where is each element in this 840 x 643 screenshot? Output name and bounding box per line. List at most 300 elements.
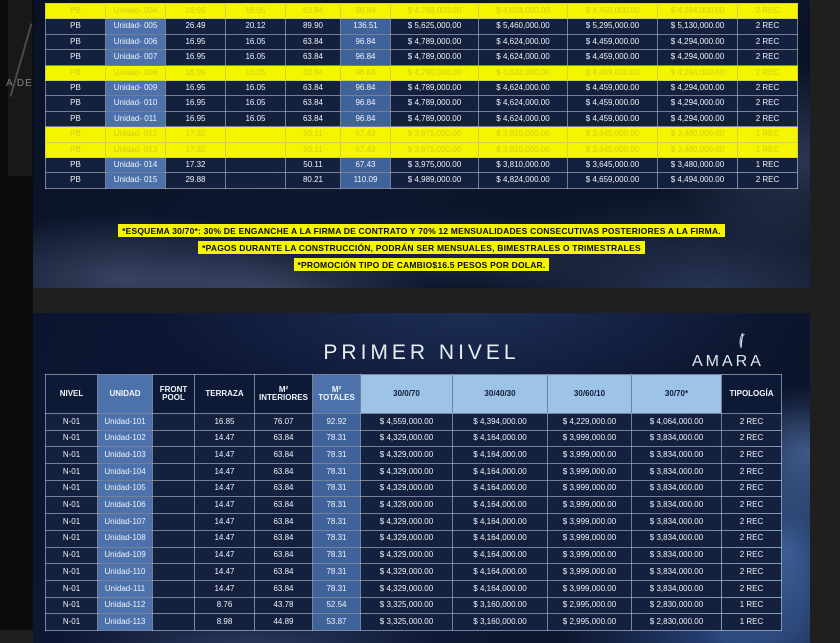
cell-price-30-0-70: $ 4,329,000.00 <box>361 480 453 497</box>
cell-terraza: 16.05 <box>226 65 286 80</box>
cell-price-30-0-70: $ 3,975,000.00 <box>391 127 479 142</box>
cell-unidad: Unidad- 015 <box>106 173 166 188</box>
cell-m2-totales: 92.92 <box>313 414 361 431</box>
cell-price-30-70: $ 3,480,000.00 <box>658 127 738 142</box>
cell-price-30-40-30: $ 4,164,000.00 <box>453 497 548 514</box>
cell-price-30-70: $ 3,834,000.00 <box>632 547 722 564</box>
table-row <box>46 414 782 431</box>
cell-price-30-40-30: $ 4,164,000.00 <box>453 564 548 581</box>
cell-price-30-60-10: $ 3,999,000.00 <box>548 497 632 514</box>
cell-m2-totales: 78.31 <box>313 497 361 514</box>
cell-unidad: Unidad- 011 <box>106 111 166 126</box>
cell-unidad: Unidad-110 <box>98 564 153 581</box>
cell-unidad: Unidad- 007 <box>106 50 166 65</box>
cell-unidad: Unidad- 008 <box>106 65 166 80</box>
cell-m2-interiores: 63.84 <box>286 4 341 19</box>
table-row <box>46 96 798 111</box>
cell-price-30-60-10: $ 4,459,000.00 <box>568 65 658 80</box>
cell-terraza: 16.05 <box>226 4 286 19</box>
cell-unidad: Unidad- 012 <box>106 127 166 142</box>
cell-price-30-0-70: $ 4,329,000.00 <box>361 547 453 564</box>
cell-unidad: Unidad-107 <box>98 514 153 531</box>
cell-price-30-60-10: $ 4,459,000.00 <box>568 50 658 65</box>
table-row <box>46 547 782 564</box>
slide-planta-baja <box>33 0 810 288</box>
col-header-m2-interiores: M² INTERIORES <box>255 375 313 414</box>
cell-m2-interiores: 63.84 <box>255 480 313 497</box>
cell-unidad: Unidad-111 <box>98 580 153 597</box>
cell-m2-totales: 67.43 <box>341 157 391 172</box>
cell-price-30-0-70: $ 4,329,000.00 <box>361 447 453 464</box>
cell-unidad: Unidad- 010 <box>106 96 166 111</box>
cell-tipologia: 2 REC <box>722 414 782 431</box>
table-row <box>46 80 798 95</box>
cell-terraza: 14.47 <box>195 464 255 481</box>
table-row <box>46 157 798 172</box>
table-row <box>46 597 782 614</box>
cell-m2-totales: 78.31 <box>313 580 361 597</box>
cell-price-30-60-10: $ 3,645,000.00 <box>568 127 658 142</box>
cell-tipologia: 2 REC <box>738 34 798 49</box>
cell-m2-interiores: 63.84 <box>255 564 313 581</box>
cell-price-30-70: $ 3,834,000.00 <box>632 580 722 597</box>
cell-tipologia: 2 REC <box>738 4 798 19</box>
cell-price-30-60-10: $ 3,999,000.00 <box>548 430 632 447</box>
cell-price-30-40-30: $ 4,164,000.00 <box>453 480 548 497</box>
cell-tipologia: 2 REC <box>738 65 798 80</box>
cell-m2-interiores: 63.84 <box>255 580 313 597</box>
table-row <box>46 514 782 531</box>
cell-front-pool <box>153 464 195 481</box>
cell-front-pool <box>153 547 195 564</box>
cell-price-30-40-30: $ 5,460,000.00 <box>479 19 568 34</box>
cell-price-30-60-10: $ 5,295,000.00 <box>568 19 658 34</box>
table-row <box>46 173 798 188</box>
cell-m2-totales: 96.84 <box>341 34 391 49</box>
cell-terraza <box>226 142 286 157</box>
cell-price-30-70: $ 2,830,000.00 <box>632 614 722 631</box>
cell-m2-totales: 110.09 <box>341 173 391 188</box>
cell-m2-interiores: 76.07 <box>255 414 313 431</box>
cell-unidad: Unidad-105 <box>98 480 153 497</box>
cell-price-30-40-30: $ 4,164,000.00 <box>453 464 548 481</box>
table-row <box>46 34 798 49</box>
cell-m2-interiores: 50.11 <box>286 127 341 142</box>
col-header-tipologia: TIPOLOGÍA <box>722 375 782 414</box>
cell-price-30-60-10: $ 3,999,000.00 <box>548 530 632 547</box>
cell-front-pool: 16.95 <box>166 50 226 65</box>
cell-price-30-40-30: $ 4,624,000.00 <box>479 96 568 111</box>
cell-nivel: PB <box>46 157 106 172</box>
cell-m2-interiores: 63.84 <box>286 65 341 80</box>
cell-tipologia: 2 REC <box>722 580 782 597</box>
cell-tipologia: 2 REC <box>738 19 798 34</box>
cell-terraza: 14.47 <box>195 580 255 597</box>
cell-m2-totales: 96.84 <box>341 50 391 65</box>
cell-m2-totales: 96.84 <box>341 111 391 126</box>
cell-tipologia: 2 REC <box>738 96 798 111</box>
cell-m2-interiores: 63.84 <box>255 547 313 564</box>
cell-price-30-60-10: $ 4,459,000.00 <box>568 4 658 19</box>
cell-front-pool <box>153 530 195 547</box>
cell-price-30-70: $ 3,834,000.00 <box>632 464 722 481</box>
cell-price-30-0-70: $ 4,789,000.00 <box>391 111 479 126</box>
cell-nivel: N-01 <box>46 597 98 614</box>
cell-m2-interiores: 63.84 <box>255 447 313 464</box>
cell-terraza: 16.05 <box>226 80 286 95</box>
cell-tipologia: 2 REC <box>722 430 782 447</box>
cell-tipologia: 2 REC <box>738 173 798 188</box>
cell-front-pool <box>153 580 195 597</box>
col-header-price-30-40-30: 30/40/30 <box>453 375 548 414</box>
cell-price-30-60-10: $ 3,999,000.00 <box>548 547 632 564</box>
cell-price-30-40-30: $ 4,164,000.00 <box>453 530 548 547</box>
cell-terraza: 8.76 <box>195 597 255 614</box>
cell-m2-interiores: 63.84 <box>255 530 313 547</box>
table-row <box>46 464 782 481</box>
cell-nivel: PB <box>46 50 106 65</box>
cell-price-30-0-70: $ 4,789,000.00 <box>391 96 479 111</box>
cell-price-30-60-10: $ 3,999,000.00 <box>548 447 632 464</box>
cell-front-pool: 17.32 <box>166 142 226 157</box>
cell-price-30-60-10: $ 3,999,000.00 <box>548 480 632 497</box>
cell-front-pool: 16.95 <box>166 96 226 111</box>
cell-terraza: 8.98 <box>195 614 255 631</box>
note-promocion-tipo-cambio: *PROMOCIÓN TIPO DE CAMBIO$16.5 PESOS POR DOLAR. <box>294 258 550 271</box>
cell-front-pool: 16.95 <box>166 4 226 19</box>
cell-m2-totales: 96.84 <box>341 96 391 111</box>
cell-price-30-0-70: $ 4,329,000.00 <box>361 564 453 581</box>
cell-tipologia: 1 REC <box>738 142 798 157</box>
cell-tipologia: 2 REC <box>722 464 782 481</box>
cell-unidad: Unidad-109 <box>98 547 153 564</box>
cell-m2-interiores: 63.84 <box>286 50 341 65</box>
cell-price-30-0-70: $ 4,329,000.00 <box>361 580 453 597</box>
cell-front-pool <box>153 614 195 631</box>
cell-nivel: N-01 <box>46 530 98 547</box>
cell-unidad: Unidad-102 <box>98 430 153 447</box>
cell-unidad: Unidad- 005 <box>106 19 166 34</box>
cell-terraza: 16.05 <box>226 50 286 65</box>
cell-tipologia: 2 REC <box>722 480 782 497</box>
cell-unidad: Unidad- 014 <box>106 157 166 172</box>
cell-price-30-40-30: $ 3,160,000.00 <box>453 597 548 614</box>
slide-primer-nivel <box>33 313 810 643</box>
cell-m2-totales: 67.43 <box>341 127 391 142</box>
cell-price-30-70: $ 3,834,000.00 <box>632 480 722 497</box>
cell-price-30-0-70: $ 3,325,000.00 <box>361 614 453 631</box>
cell-price-30-40-30: $ 4,394,000.00 <box>453 414 548 431</box>
cell-tipologia: 2 REC <box>722 530 782 547</box>
cell-price-30-60-10: $ 2,995,000.00 <box>548 614 632 631</box>
col-header-terraza: TERRAZA <box>195 375 255 414</box>
cell-nivel: N-01 <box>46 580 98 597</box>
cell-price-30-0-70: $ 4,329,000.00 <box>361 464 453 481</box>
cell-unidad: Unidad- 004 <box>106 4 166 19</box>
cell-price-30-0-70: $ 3,975,000.00 <box>391 157 479 172</box>
cell-price-30-40-30: $ 4,624,000.00 <box>479 50 568 65</box>
col-header-price-30-60-10: 30/60/10 <box>548 375 632 414</box>
table-header-row <box>46 375 782 414</box>
cell-price-30-40-30: $ 3,160,000.00 <box>453 614 548 631</box>
cell-m2-totales: 78.31 <box>313 480 361 497</box>
cell-terraza: 14.47 <box>195 547 255 564</box>
cell-front-pool: 26.49 <box>166 19 226 34</box>
cell-front-pool: 16.95 <box>166 80 226 95</box>
page-left-margin <box>0 0 33 630</box>
cell-unidad: Unidad-106 <box>98 497 153 514</box>
cell-tipologia: 1 REC <box>738 127 798 142</box>
cell-price-30-0-70: $ 5,625,000.00 <box>391 19 479 34</box>
cell-price-30-70: $ 4,294,000.00 <box>658 111 738 126</box>
col-header-unidad: UNIDAD <box>98 375 153 414</box>
cell-nivel: PB <box>46 142 106 157</box>
table-row <box>46 142 798 157</box>
cell-nivel: N-01 <box>46 547 98 564</box>
cell-price-30-70: $ 4,294,000.00 <box>658 80 738 95</box>
cell-front-pool <box>153 497 195 514</box>
cell-front-pool: 17.32 <box>166 127 226 142</box>
cell-terraza: 14.47 <box>195 480 255 497</box>
table-row <box>46 19 798 34</box>
cell-m2-interiores: 89.90 <box>286 19 341 34</box>
cell-price-30-0-70: $ 3,325,000.00 <box>361 597 453 614</box>
cell-price-30-70: $ 3,834,000.00 <box>632 447 722 464</box>
cell-price-30-70: $ 4,064,000.00 <box>632 414 722 431</box>
cell-price-30-70: $ 3,834,000.00 <box>632 564 722 581</box>
cell-terraza <box>226 127 286 142</box>
payment-notes <box>33 224 810 271</box>
cell-price-30-40-30: $ 4,164,000.00 <box>453 547 548 564</box>
cell-nivel: PB <box>46 65 106 80</box>
slide-title: PRIMER NIVEL <box>323 341 520 364</box>
cell-tipologia: 1 REC <box>722 614 782 631</box>
cell-price-30-40-30: $ 4,624,000.00 <box>479 111 568 126</box>
cell-price-30-40-30: $ 4,164,000.00 <box>453 430 548 447</box>
table-row <box>46 480 782 497</box>
cell-unidad: Unidad-112 <box>98 597 153 614</box>
table-row <box>46 127 798 142</box>
cell-front-pool <box>153 514 195 531</box>
col-header-price-30-70: 30/70* <box>632 375 722 414</box>
cell-m2-interiores: 43.78 <box>255 597 313 614</box>
col-header-price-30-0-70: 30/0/70 <box>361 375 453 414</box>
cell-m2-totales: 78.31 <box>313 464 361 481</box>
cell-nivel: N-01 <box>46 497 98 514</box>
cell-nivel: PB <box>46 4 106 19</box>
cell-price-30-60-10: $ 4,229,000.00 <box>548 414 632 431</box>
cell-price-30-60-10: $ 2,995,000.00 <box>548 597 632 614</box>
note-esquema-30-70: *ESQUEMA 30/70*: 30% DE ENGANCHE A LA FIRMA DE CONTRATO Y 70% 12 MENSUALIDADES CONSECUTIVAS POSTERIORES A LA FIRMA. <box>118 224 725 237</box>
amara-logo <box>692 337 778 371</box>
cell-price-30-40-30: $ 3,810,000.00 <box>479 142 568 157</box>
cell-terraza: 14.47 <box>195 430 255 447</box>
cell-price-30-60-10: $ 3,999,000.00 <box>548 514 632 531</box>
cell-terraza: 14.47 <box>195 530 255 547</box>
cell-m2-totales: 78.31 <box>313 547 361 564</box>
cell-unidad: Unidad- 006 <box>106 34 166 49</box>
cell-tipologia: 2 REC <box>722 497 782 514</box>
cell-terraza: 14.47 <box>195 497 255 514</box>
cell-price-30-0-70: $ 4,329,000.00 <box>361 530 453 547</box>
partial-logo-text: A DE <box>6 78 33 89</box>
cell-price-30-0-70: $ 4,789,000.00 <box>391 50 479 65</box>
cell-price-30-40-30: $ 4,164,000.00 <box>453 580 548 597</box>
cell-unidad: Unidad-113 <box>98 614 153 631</box>
cell-nivel: N-01 <box>46 480 98 497</box>
cell-terraza: 16.05 <box>226 34 286 49</box>
cell-price-30-70: $ 2,830,000.00 <box>632 597 722 614</box>
cell-price-30-0-70: $ 4,329,000.00 <box>361 497 453 514</box>
cell-m2-interiores: 63.84 <box>255 430 313 447</box>
cell-front-pool <box>153 480 195 497</box>
cell-front-pool <box>153 447 195 464</box>
feather-icon <box>734 333 748 349</box>
cell-price-30-60-10: $ 4,459,000.00 <box>568 111 658 126</box>
cell-price-30-60-10: $ 4,459,000.00 <box>568 80 658 95</box>
cell-front-pool <box>153 414 195 431</box>
cell-price-30-60-10: $ 3,999,000.00 <box>548 580 632 597</box>
cell-price-30-70: $ 4,294,000.00 <box>658 96 738 111</box>
cell-price-30-70: $ 5,130,000.00 <box>658 19 738 34</box>
cell-terraza: 14.47 <box>195 447 255 464</box>
col-header-nivel: NIVEL <box>46 375 98 414</box>
cell-price-30-40-30: $ 4,624,000.00 <box>479 80 568 95</box>
cell-m2-interiores: 63.84 <box>286 80 341 95</box>
cell-price-30-60-10: $ 3,999,000.00 <box>548 564 632 581</box>
cell-price-30-70: $ 3,480,000.00 <box>658 157 738 172</box>
cell-m2-interiores: 44.89 <box>255 614 313 631</box>
cell-tipologia: 1 REC <box>738 157 798 172</box>
cell-price-30-40-30: $ 4,624,000.00 <box>479 65 568 80</box>
cell-terraza: 20.12 <box>226 19 286 34</box>
table-row <box>46 430 782 447</box>
cell-terraza: 16.05 <box>226 96 286 111</box>
cell-m2-interiores: 50.11 <box>286 142 341 157</box>
cell-terraza <box>226 173 286 188</box>
cell-price-30-60-10: $ 4,459,000.00 <box>568 96 658 111</box>
cell-price-30-40-30: $ 4,164,000.00 <box>453 447 548 464</box>
table-row <box>46 614 782 631</box>
cell-price-30-0-70: $ 4,789,000.00 <box>391 4 479 19</box>
cell-m2-totales: 52.54 <box>313 597 361 614</box>
table-row <box>46 65 798 80</box>
table-row <box>46 50 798 65</box>
cell-terraza: 14.47 <box>195 564 255 581</box>
cell-price-30-70: $ 4,294,000.00 <box>658 34 738 49</box>
cell-front-pool: 16.95 <box>166 111 226 126</box>
cell-terraza: 14.47 <box>195 514 255 531</box>
cell-m2-interiores: 63.84 <box>255 514 313 531</box>
price-table-primer-nivel <box>45 374 782 631</box>
cell-tipologia: 2 REC <box>738 50 798 65</box>
cell-price-30-0-70: $ 4,789,000.00 <box>391 34 479 49</box>
table-row <box>46 564 782 581</box>
cell-tipologia: 2 REC <box>722 447 782 464</box>
cell-m2-totales: 96.84 <box>341 80 391 95</box>
cell-m2-interiores: 63.84 <box>286 111 341 126</box>
cell-nivel: N-01 <box>46 564 98 581</box>
cell-front-pool <box>153 597 195 614</box>
cell-m2-totales: 136.51 <box>341 19 391 34</box>
cell-price-30-60-10: $ 3,645,000.00 <box>568 157 658 172</box>
cell-terraza <box>226 157 286 172</box>
note-pagos-construccion: *PAGOS DURANTE LA CONSTRUCCIÓN, PODRÁN SER MENSUALES, BIMESTRALES O TRIMESTRALES <box>198 241 645 254</box>
col-header-m2-totales: M² TOTALES <box>313 375 361 414</box>
cell-front-pool <box>153 564 195 581</box>
cell-tipologia: 1 REC <box>722 597 782 614</box>
cell-front-pool: 16.95 <box>166 34 226 49</box>
cell-nivel: PB <box>46 111 106 126</box>
cell-nivel: PB <box>46 34 106 49</box>
cell-m2-totales: 78.31 <box>313 514 361 531</box>
table-row <box>46 447 782 464</box>
cell-price-30-40-30: $ 3,810,000.00 <box>479 127 568 142</box>
cell-nivel: N-01 <box>46 447 98 464</box>
cell-price-30-40-30: $ 4,164,000.00 <box>453 514 548 531</box>
cell-m2-totales: 78.31 <box>313 447 361 464</box>
table-row <box>46 580 782 597</box>
cell-price-30-70: $ 3,480,000.00 <box>658 142 738 157</box>
cell-tipologia: 2 REC <box>722 514 782 531</box>
cell-front-pool: 29.88 <box>166 173 226 188</box>
cell-nivel: PB <box>46 80 106 95</box>
cell-price-30-70: $ 3,834,000.00 <box>632 530 722 547</box>
cell-tipologia: 2 REC <box>738 111 798 126</box>
cell-nivel: N-01 <box>46 414 98 431</box>
price-table-planta-baja <box>45 3 798 189</box>
cell-price-30-60-10: $ 4,659,000.00 <box>568 173 658 188</box>
cell-unidad: Unidad- 013 <box>106 142 166 157</box>
cell-unidad: Unidad- 009 <box>106 80 166 95</box>
cell-price-30-70: $ 4,494,000.00 <box>658 173 738 188</box>
cell-m2-totales: 78.31 <box>313 564 361 581</box>
cell-price-30-0-70: $ 4,329,000.00 <box>361 430 453 447</box>
cell-nivel: PB <box>46 127 106 142</box>
table-row <box>46 111 798 126</box>
cell-nivel: PB <box>46 19 106 34</box>
cell-price-30-0-70: $ 4,789,000.00 <box>391 80 479 95</box>
cell-front-pool: 16.95 <box>166 65 226 80</box>
cell-tipologia: 2 REC <box>722 547 782 564</box>
table-row <box>46 530 782 547</box>
cell-price-30-40-30: $ 4,624,000.00 <box>479 34 568 49</box>
cell-nivel: N-01 <box>46 514 98 531</box>
cell-unidad: Unidad-101 <box>98 414 153 431</box>
cell-price-30-70: $ 3,834,000.00 <box>632 514 722 531</box>
amara-logo-text: AMARA <box>692 353 764 370</box>
cell-terraza: 16.85 <box>195 414 255 431</box>
cell-price-30-0-70: $ 4,329,000.00 <box>361 514 453 531</box>
cell-price-30-0-70: $ 4,559,000.00 <box>361 414 453 431</box>
cell-m2-totales: 67.43 <box>341 142 391 157</box>
cell-unidad: Unidad-108 <box>98 530 153 547</box>
cell-price-30-70: $ 4,294,000.00 <box>658 4 738 19</box>
cell-m2-totales: 96.84 <box>341 4 391 19</box>
cell-price-30-0-70: $ 4,989,000.00 <box>391 173 479 188</box>
cell-m2-totales: 53.87 <box>313 614 361 631</box>
cell-price-30-40-30: $ 3,810,000.00 <box>479 157 568 172</box>
cell-m2-totales: 78.31 <box>313 430 361 447</box>
cell-front-pool <box>153 430 195 447</box>
cell-price-30-60-10: $ 3,645,000.00 <box>568 142 658 157</box>
cell-nivel: N-01 <box>46 614 98 631</box>
cell-m2-totales: 96.84 <box>341 65 391 80</box>
cell-nivel: N-01 <box>46 430 98 447</box>
cell-price-30-70: $ 3,834,000.00 <box>632 497 722 514</box>
cell-price-30-70: $ 3,834,000.00 <box>632 430 722 447</box>
cell-m2-interiores: 63.84 <box>255 464 313 481</box>
